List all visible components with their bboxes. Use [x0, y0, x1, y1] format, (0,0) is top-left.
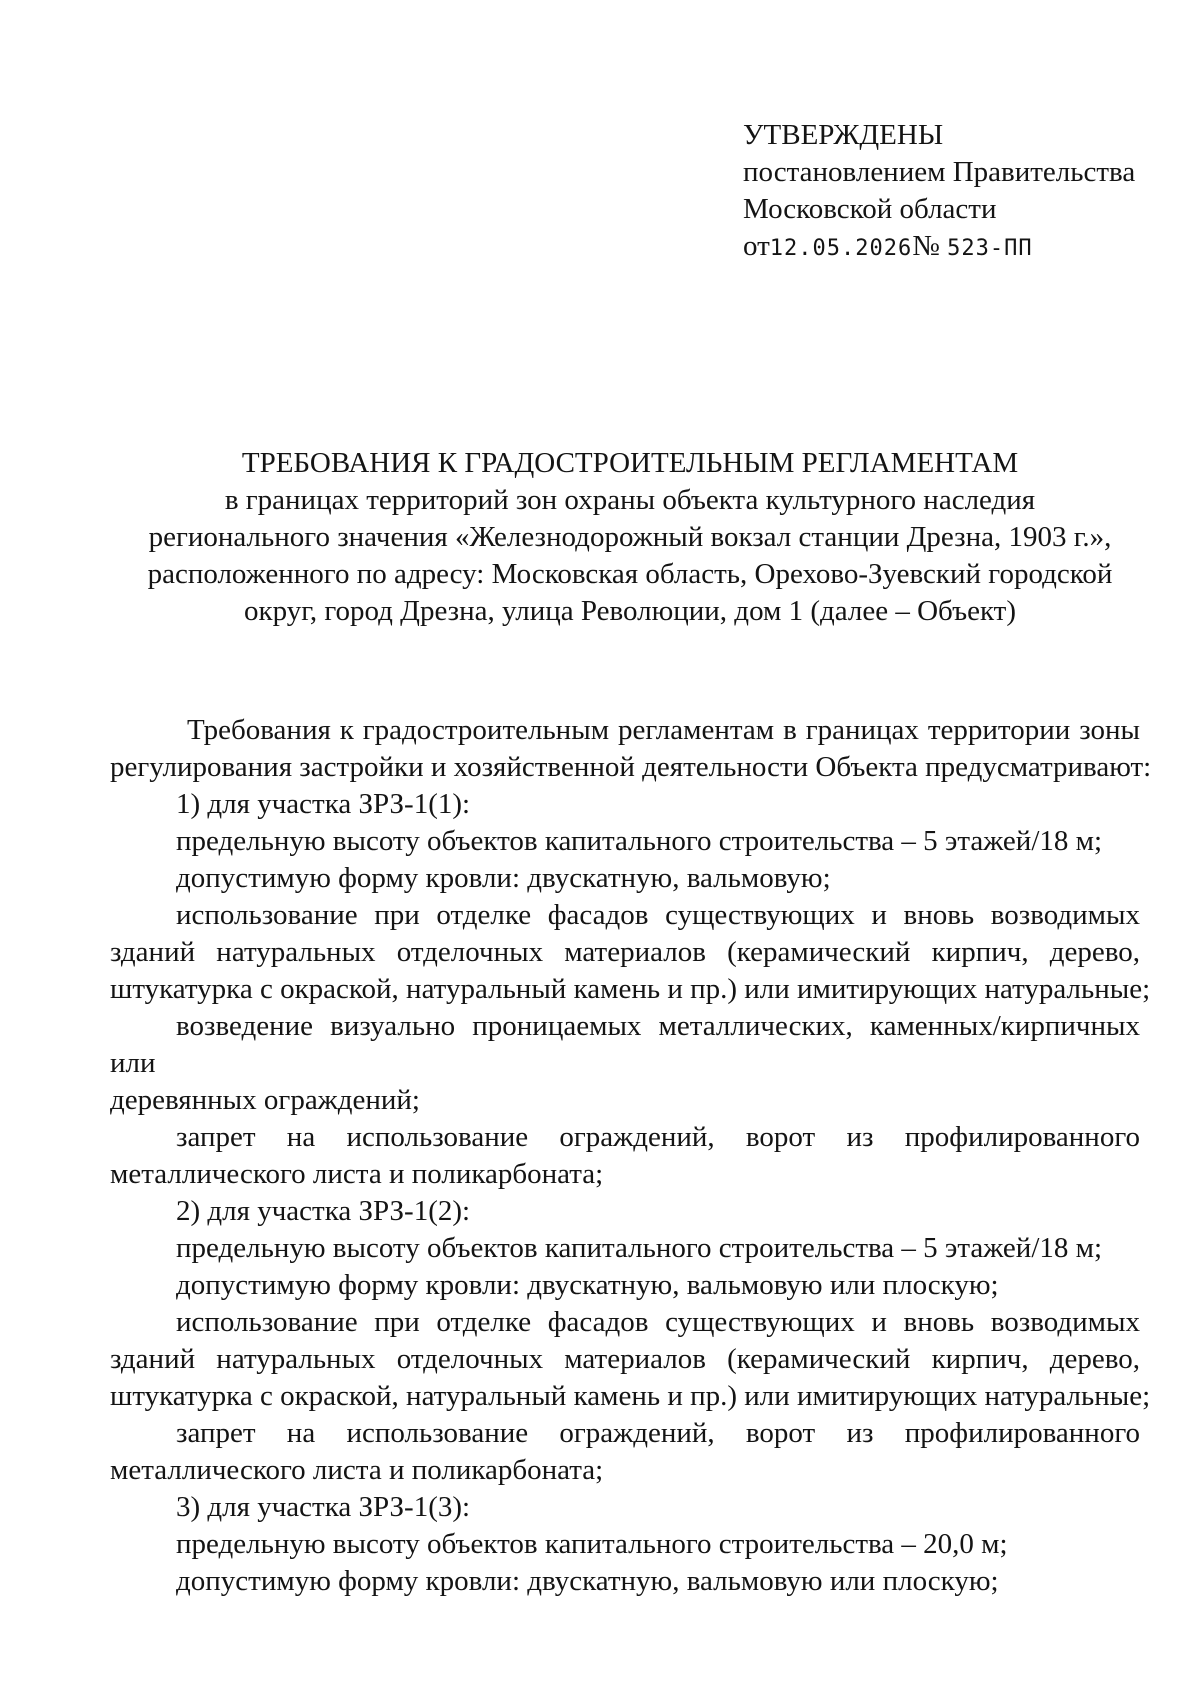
section-1-height: предельную высоту объектов капитального строительства – 5 этажей/18 м; [176, 825, 1103, 857]
approval-heading: УТВЕРЖДЕНЫ [743, 119, 944, 151]
intro-line-1: Требования к градостроительным регламентам в границах территории зоны [187, 714, 1140, 746]
title-line-2: в границах территорий зон охраны объекта культурного наследия [224, 484, 1036, 516]
section-2-facade-2: зданий натуральных отделочных материалов (керамический кирпич, дерево, [110, 1343, 1140, 1375]
intro-line-2: регулирования застройки и хозяйственной деятельности Объекта предусматривают: [110, 751, 1152, 783]
section-2-height: предельную высоту объектов капитального строительства – 5 этажей/18 м; [176, 1232, 1103, 1264]
section-3-height: предельную высоту объектов капитального строительства – 20,0 м; [176, 1528, 1008, 1560]
section-1-ban-2: металлического листа и поликарбоната; [110, 1158, 604, 1190]
number-prefix: № [912, 230, 940, 262]
section-2-ban-2: металлического листа и поликарбоната; [110, 1454, 604, 1486]
section-2-roof: допустимую форму кровли: двускатную, вальмовую или плоскую; [176, 1269, 999, 1301]
section-1-roof: допустимую форму кровли: двускатную, вальмовую; [176, 862, 831, 894]
title-line-3: регионального значения «Железнодорожный вокзал станции Дрезна, 1903 г.», [148, 521, 1112, 553]
section-2-facade-1: использование при отделке фасадов существующих и вновь возводимых [176, 1306, 1140, 1338]
section-1-fence-1: возведение визуально проницаемых металлических, каменных/кирпичных или [110, 1010, 1140, 1079]
section-1-facade-3: штукатурка с окраской, натуральный камень и пр.) или имитирующих натуральные; [110, 973, 1151, 1005]
approval-line-1: постановлением Правительства [743, 156, 1136, 188]
date-prefix: от [743, 230, 770, 262]
section-2-ban-1: запрет на использование ограждений, ворот из профилированного [176, 1417, 1140, 1449]
document-body [110, 712, 1152, 1600]
section-2-heading: 2) для участка ЗРЗ-1(2): [176, 1195, 471, 1227]
document-title [110, 445, 1150, 630]
section-1-ban-1: запрет на использование ограждений, ворот из профилированного [176, 1121, 1140, 1153]
title-line-5: округ, город Дрезна, улица Революции, дом 1 (далее – Объект) [244, 595, 1016, 627]
approval-block [743, 117, 1173, 267]
section-1-facade-1: использование при отделке фасадов существующих и вновь возводимых [176, 899, 1140, 931]
approval-line-2: Московской области [743, 193, 997, 225]
section-1-fence-2: деревянных ограждений; [110, 1084, 420, 1116]
section-3-roof: допустимую форму кровли: двускатную, вальмовую или плоскую; [176, 1565, 999, 1597]
section-1-heading: 1) для участка ЗРЗ-1(1): [176, 788, 471, 820]
section-2-facade-3: штукатурка с окраской, натуральный камень и пр.) или имитирующих натуральные; [110, 1380, 1151, 1412]
section-3-heading: 3) для участка ЗРЗ-1(3): [176, 1491, 471, 1523]
approval-date-number [743, 228, 1173, 267]
section-1-facade-2: зданий натуральных отделочных материалов (керамический кирпич, дерево, [110, 936, 1140, 968]
title-line-4: расположенного по адресу: Московская область, Орехово-Зуевский городской [147, 558, 1113, 590]
approval-date: 12.05.2026 [769, 236, 913, 261]
approval-number: 523-ПП [947, 236, 1033, 261]
title-main: ТРЕБОВАНИЯ К ГРАДОСТРОИТЕЛЬНЫМ РЕГЛАМЕНТАМ [241, 447, 1019, 479]
